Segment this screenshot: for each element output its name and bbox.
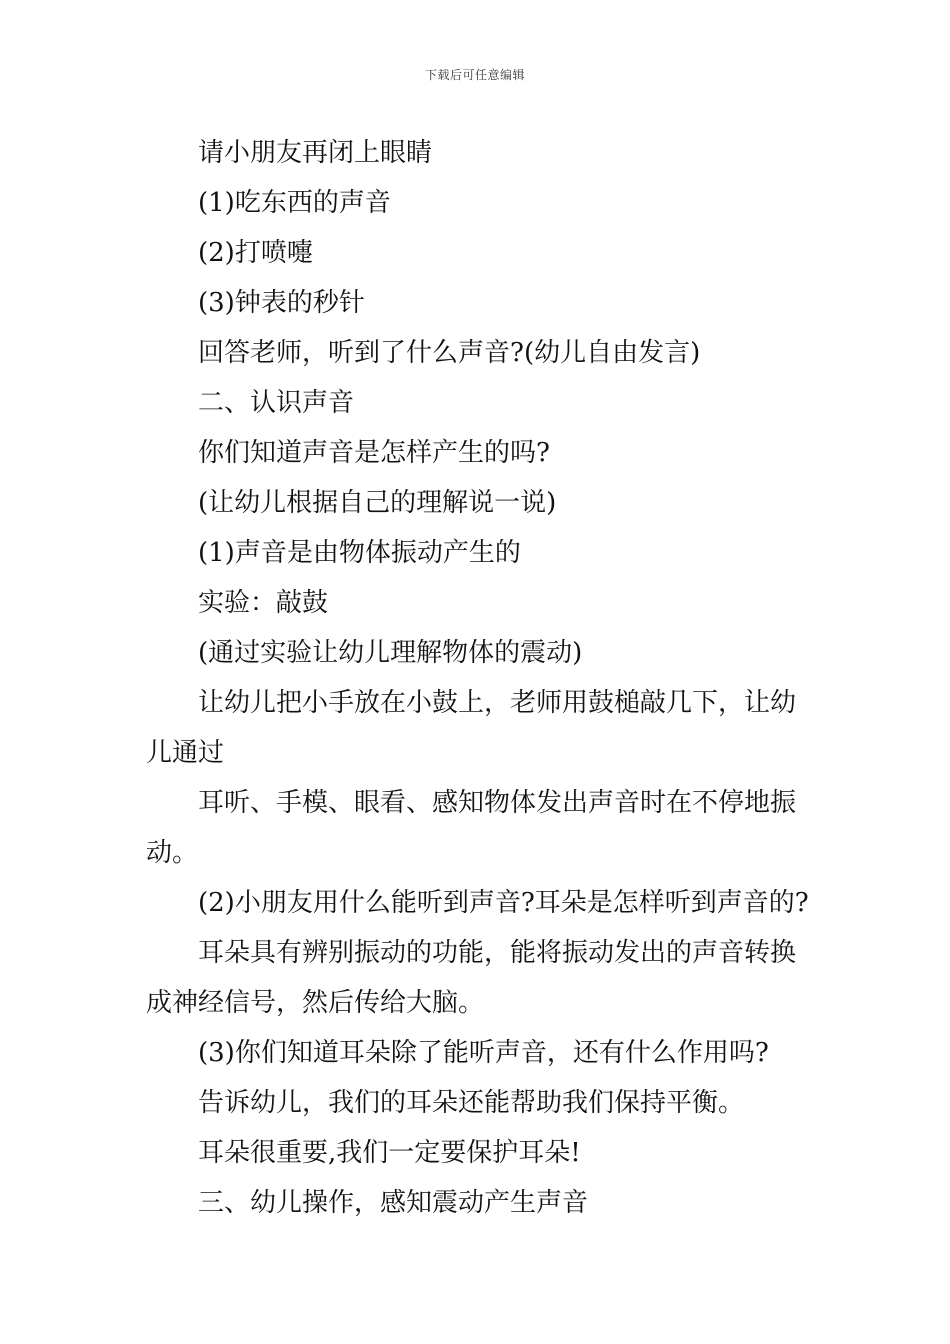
paragraph: 耳听、手模、眼看、感知物体发出声音时在不停地振动。: [146, 788, 797, 868]
page-header: 下载后可任意编辑: [424, 68, 525, 82]
paragraph: (通过实验让幼儿理解物体的震动): [198, 638, 583, 668]
paragraph: 告诉幼儿，我们的耳朵还能帮助我们保持平衡。: [198, 1088, 745, 1118]
paragraph: 让幼儿把小手放在小鼓上，老师用鼓槌敲几下，让幼儿通过: [146, 688, 797, 768]
paragraph: 耳朵具有辨别振动的功能，能将振动发出的声音转换成神经信号，然后传给大脑。: [146, 938, 797, 1018]
paragraph: (1)吃东西的声音: [198, 188, 391, 218]
paragraph: 回答老师，听到了什么声音?(幼儿自由发言): [198, 338, 701, 368]
document-body: [146, 128, 816, 1228]
section-heading: 二、认识声音: [198, 388, 355, 418]
section-heading: 三、幼儿操作，感知震动产生声音: [198, 1188, 589, 1218]
paragraph: (2)打喷嚏: [198, 238, 313, 268]
paragraph: (1)声音是由物体振动产生的: [198, 538, 521, 568]
paragraph: 你们知道声音是怎样产生的吗?: [198, 438, 550, 468]
paragraph: 请小朋友再闭上眼睛: [198, 138, 433, 168]
paragraph: 耳朵很重要,我们一定要保护耳朵!: [198, 1138, 581, 1168]
paragraph: (3)钟表的秒针: [198, 288, 365, 318]
paragraph: (2)小朋友用什么能听到声音?耳朵是怎样听到声音的?: [198, 888, 809, 918]
paragraph: 实验：敲鼓: [198, 588, 329, 618]
paragraph: (让幼儿根据自己的理解说一说): [198, 488, 557, 518]
paragraph: (3)你们知道耳朵除了能听声音，还有什么作用吗?: [198, 1038, 769, 1068]
